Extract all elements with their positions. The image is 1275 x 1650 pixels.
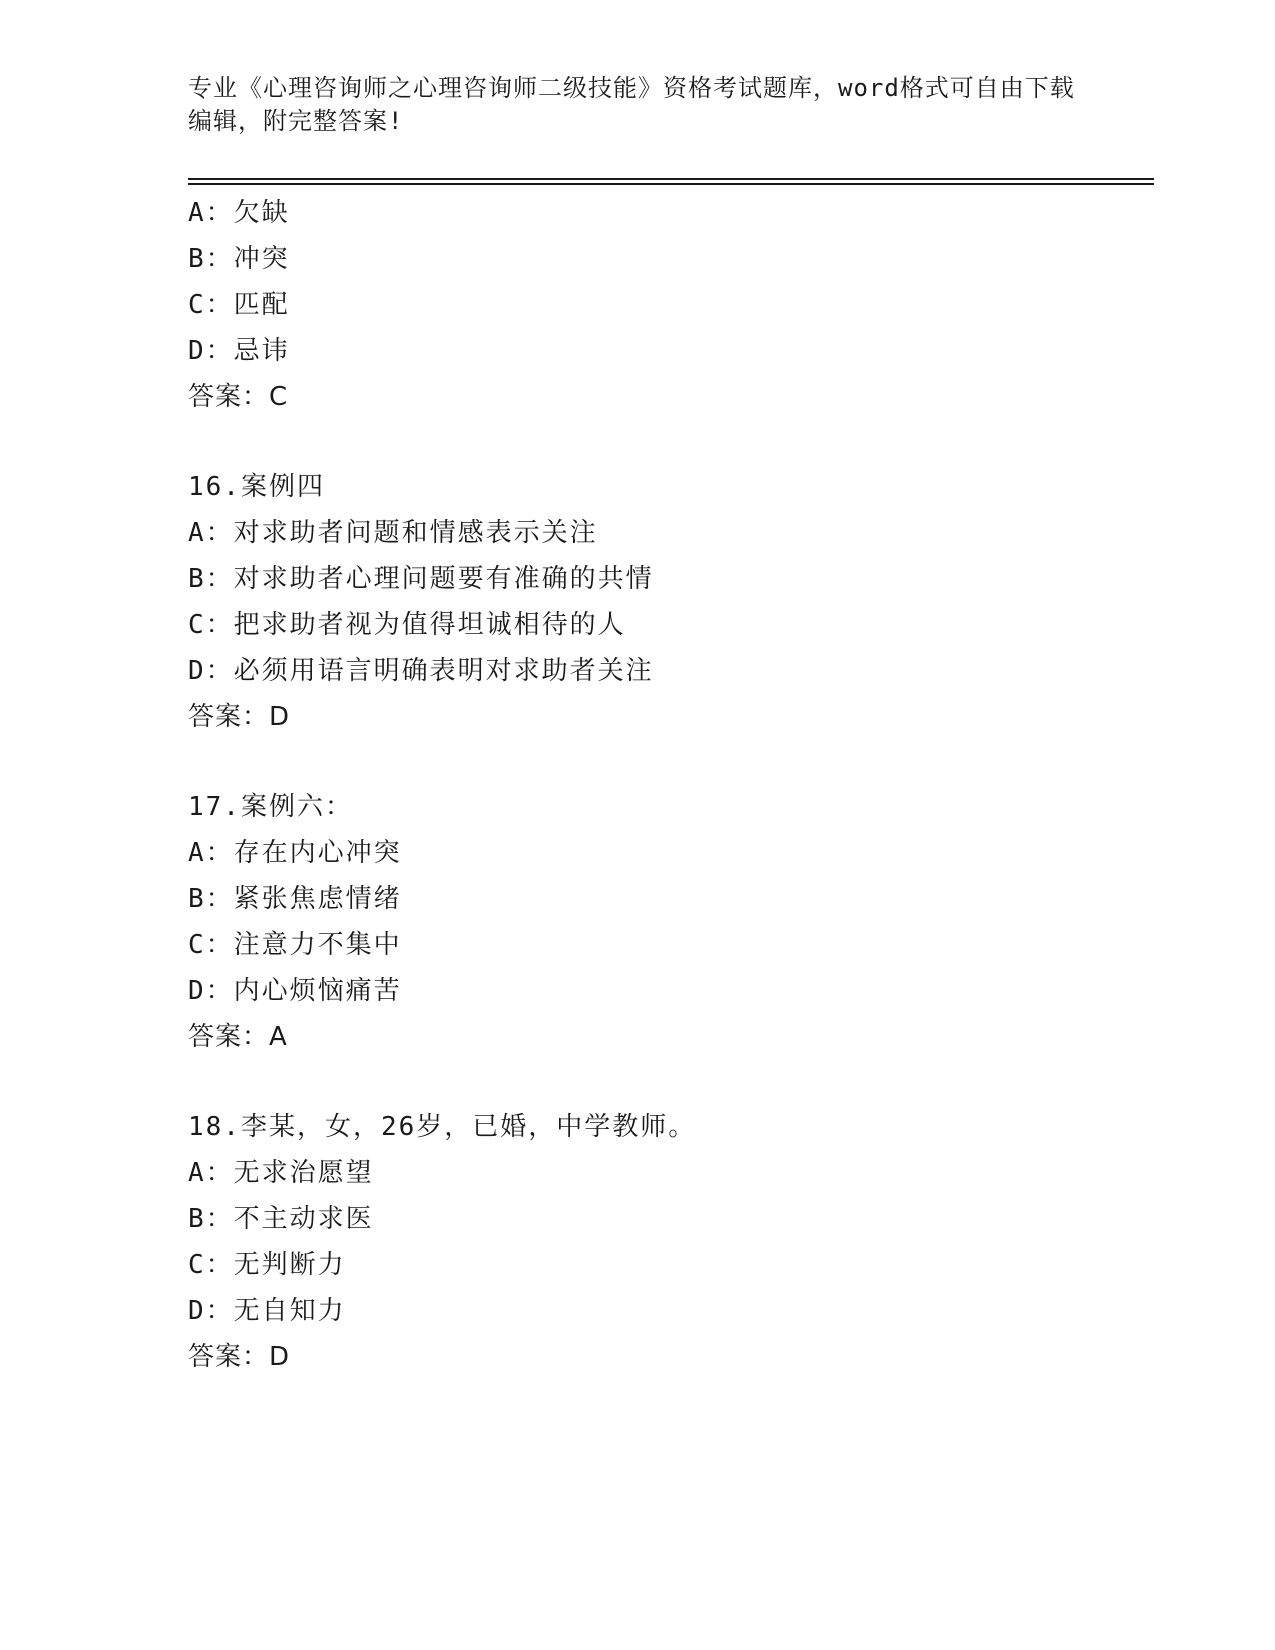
document-header [188,72,1088,138]
header-line-1: 专业《心理咨询师之心理咨询师二级技能》资格考试题库，word格式可自由下载 [188,74,1075,102]
question-17 [188,784,696,1060]
option-d: D：内心烦恼痛苦 [188,976,402,1006]
answer-line: 答案：D [188,702,291,732]
question-list [188,190,696,1380]
answer-line: 答案：D [188,1342,291,1372]
option-d: D：忌讳 [188,336,290,366]
answer-line: 答案：A [188,1022,288,1052]
header-divider-bottom [188,183,1154,185]
option-b: B：冲突 [188,244,290,274]
option-c: C：无判断力 [188,1250,346,1280]
option-d: D：必须用语言明确表明对求助者关注 [188,656,654,686]
question-18 [188,1104,696,1380]
option-b: B：紧张焦虑情绪 [188,884,402,914]
option-b: B：对求助者心理问题要有准确的共情 [188,564,654,594]
question-stem: 16.案例四 [188,472,325,502]
option-c: C：匹配 [188,290,290,320]
option-c: C：注意力不集中 [188,930,402,960]
question-stem: 17.案例六： [188,792,353,822]
option-b: B：不主动求医 [188,1204,374,1234]
option-a: A：对求助者问题和情感表示关注 [188,518,598,548]
option-a: A：无求治愿望 [188,1158,374,1188]
option-a: A：欠缺 [188,198,290,228]
option-a: A：存在内心冲突 [188,838,402,868]
header-divider-top [188,178,1154,180]
option-d: D：无自知力 [188,1296,346,1326]
option-c: C：把求助者视为值得坦诚相待的人 [188,610,626,640]
question-stem: 18.李某，女，26岁，已婚，中学教师。 [188,1112,697,1142]
answer-line: 答案：C [188,382,289,412]
partial-question [188,190,696,420]
question-16 [188,464,696,740]
header-line-2: 编辑，附完整答案! [188,107,404,135]
